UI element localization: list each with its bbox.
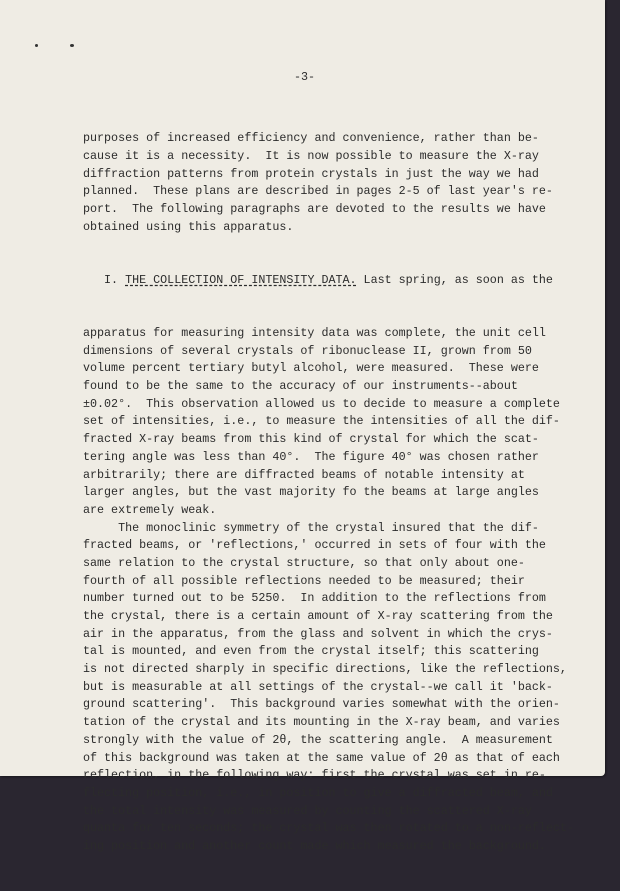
punch-mark (70, 44, 74, 47)
paragraph-intro (83, 130, 574, 236)
text-line: volume percent tertiary butyl alcohol, were measured. These were (83, 361, 539, 376)
text-line: fracted X-ray beams from this kind of crystal for which the scat- (83, 432, 539, 447)
section-number: I. (83, 272, 126, 287)
text-line: number turned out to be 5250. In addition to the reflections from (83, 591, 546, 606)
text-line: apparatus for measuring intensity data was complete, the unit cell (83, 326, 546, 341)
text-line: dimensions of several crystals of ribonuclease II, grown from 50 (83, 343, 532, 358)
text-line: tering angle was less than 40°. The figure 40° was chosen rather (83, 449, 539, 464)
text-line: cause it is a necessity. It is now possible to measure the X-ray (83, 149, 539, 164)
text-line: fourth of all possible reflections needed to be measured; their (83, 573, 525, 588)
text-line: The monoclinic symmetry of the crystal insured that the dif- (83, 520, 539, 535)
section-heading: THE COLLECTION OF INTENSITY DATA. (125, 272, 357, 287)
text-line: same relation to the crystal structure, so that only about one- (83, 555, 525, 570)
text-line: purposes of increased efficiency and convenience, rather than be- (83, 131, 539, 146)
text-line: arbitrarily; there are diffracted beams of notable intensity at (83, 467, 525, 482)
text-line: ground scattering'. This background varies somewhat with the orien- (83, 697, 560, 712)
text-line: but is measurable at all settings of the crystal--we call it 'back- (83, 679, 553, 694)
text-line: quanta for ten seconds; the crystal was then rotated to a non-reflect- (83, 821, 574, 836)
text-line: set of intensities, i.e., to measure the intensities of all the dif- (83, 414, 560, 429)
text-line: fracted beams, or 'reflections,' occurred in sets of four with the (83, 538, 546, 553)
text-line: larger angles, but the vast majority fo the beams at large angles (83, 485, 539, 500)
text-line: air in the apparatus, from the glass and solvent in which the crys- (83, 626, 553, 641)
text-line: strongly with the value of 2θ, the scattering angle. A measurement (83, 732, 553, 747)
text-line: port. The following paragraphs are devoted to the results we have (83, 202, 546, 217)
body-text (83, 95, 574, 891)
text-line: the total intensity was measured by counting the scattered X-ray (83, 803, 532, 818)
page-number: -3- (294, 70, 316, 84)
text-line: tation of the crystal and its mounting in the X-ray beam, and varies (83, 715, 560, 730)
text-line: reflection, in the following way: first the crystal was set in re- (83, 768, 546, 783)
text-line: the crystal, there is a certain amount of X-ray scattering from the (83, 609, 553, 624)
paragraph-body (83, 325, 574, 856)
text-line: ing position and another count made which measured the background. (83, 838, 546, 853)
text-line: ±0.02°. This observation allowed us to decide to measure a complete (83, 396, 560, 411)
text-line: tal is mounted, and even from the crystal itself; this scattering (83, 644, 539, 659)
text-line: of this background was taken at the same value of 2θ as that of each (83, 750, 560, 765)
text-line: obtained using this apparatus. (83, 219, 294, 234)
text-line: are extremely weak. (83, 502, 217, 517)
text-line: planned. These plans are described in pages 2-5 of last year's re- (83, 184, 553, 199)
section-heading-line (83, 272, 574, 290)
text-line: diffraction patterns from protein crystals in just the way we had (83, 166, 539, 181)
text-line: flecting position, i.e., in position to give a diffracted beam, and (83, 785, 553, 800)
text-line: is not directed sharply in specific directions, like the reflections, (83, 662, 567, 677)
text-line: Last spring, as soon as the (356, 272, 553, 287)
punch-mark (35, 44, 38, 47)
text-line: found to be the same to the accuracy of our instruments--about (83, 379, 518, 394)
